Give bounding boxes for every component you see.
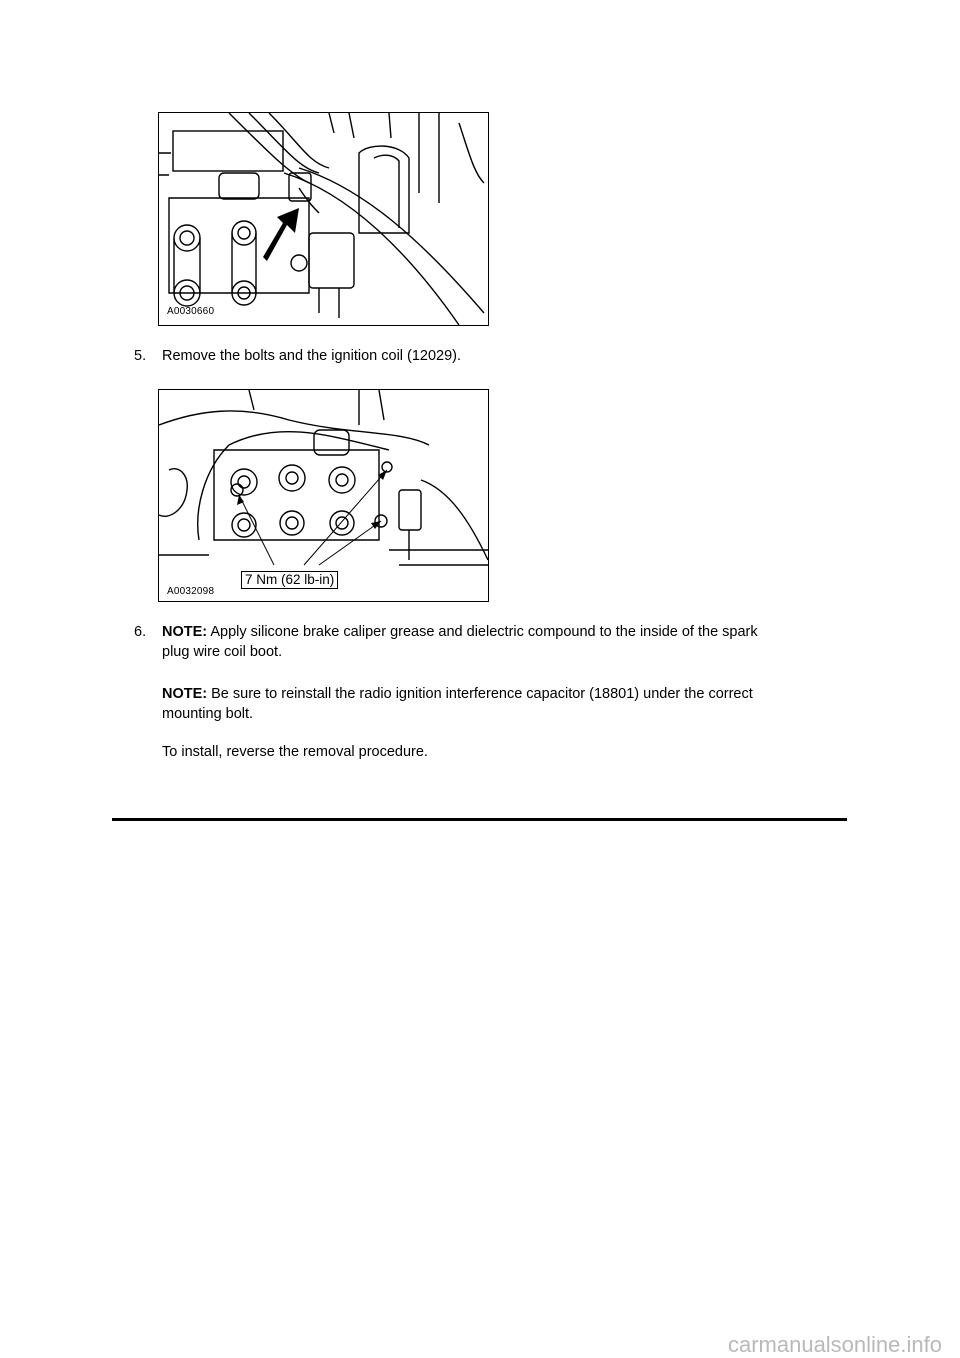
illustration-ignition-coil-bolts bbox=[158, 389, 489, 602]
note-text: Apply silicone brake caliper grease and dielectric compound to the inside of the spark bbox=[207, 624, 758, 640]
note-1 bbox=[162, 622, 852, 662]
torque-callout: 7 Nm (62 lb-in) bbox=[241, 571, 338, 589]
install-instruction: To install, reverse the removal procedure. bbox=[162, 744, 428, 760]
step-number: 5. bbox=[134, 348, 147, 364]
engine-drawing-2 bbox=[159, 390, 488, 601]
section-divider bbox=[112, 818, 847, 821]
note-text: Be sure to reinstall the radio ignition interference capacitor (18801) under the correct bbox=[207, 686, 753, 702]
figure-id-label: A0032098 bbox=[167, 586, 215, 597]
note-text-continued: mounting bolt. bbox=[162, 706, 254, 722]
illustration-coil-connector bbox=[158, 112, 489, 326]
note-text-continued: plug wire coil boot. bbox=[162, 644, 283, 660]
note-2 bbox=[162, 684, 852, 724]
step-number: 6. bbox=[134, 624, 147, 640]
note-label: NOTE: bbox=[162, 686, 208, 702]
figure-id-label: A0030660 bbox=[167, 306, 215, 317]
engine-drawing-1 bbox=[159, 113, 488, 325]
watermark: carmanualsonline.info bbox=[727, 1332, 942, 1357]
step-text: Remove the bolts and the ignition coil (12029). bbox=[162, 348, 462, 364]
note-label: NOTE: bbox=[162, 624, 208, 640]
